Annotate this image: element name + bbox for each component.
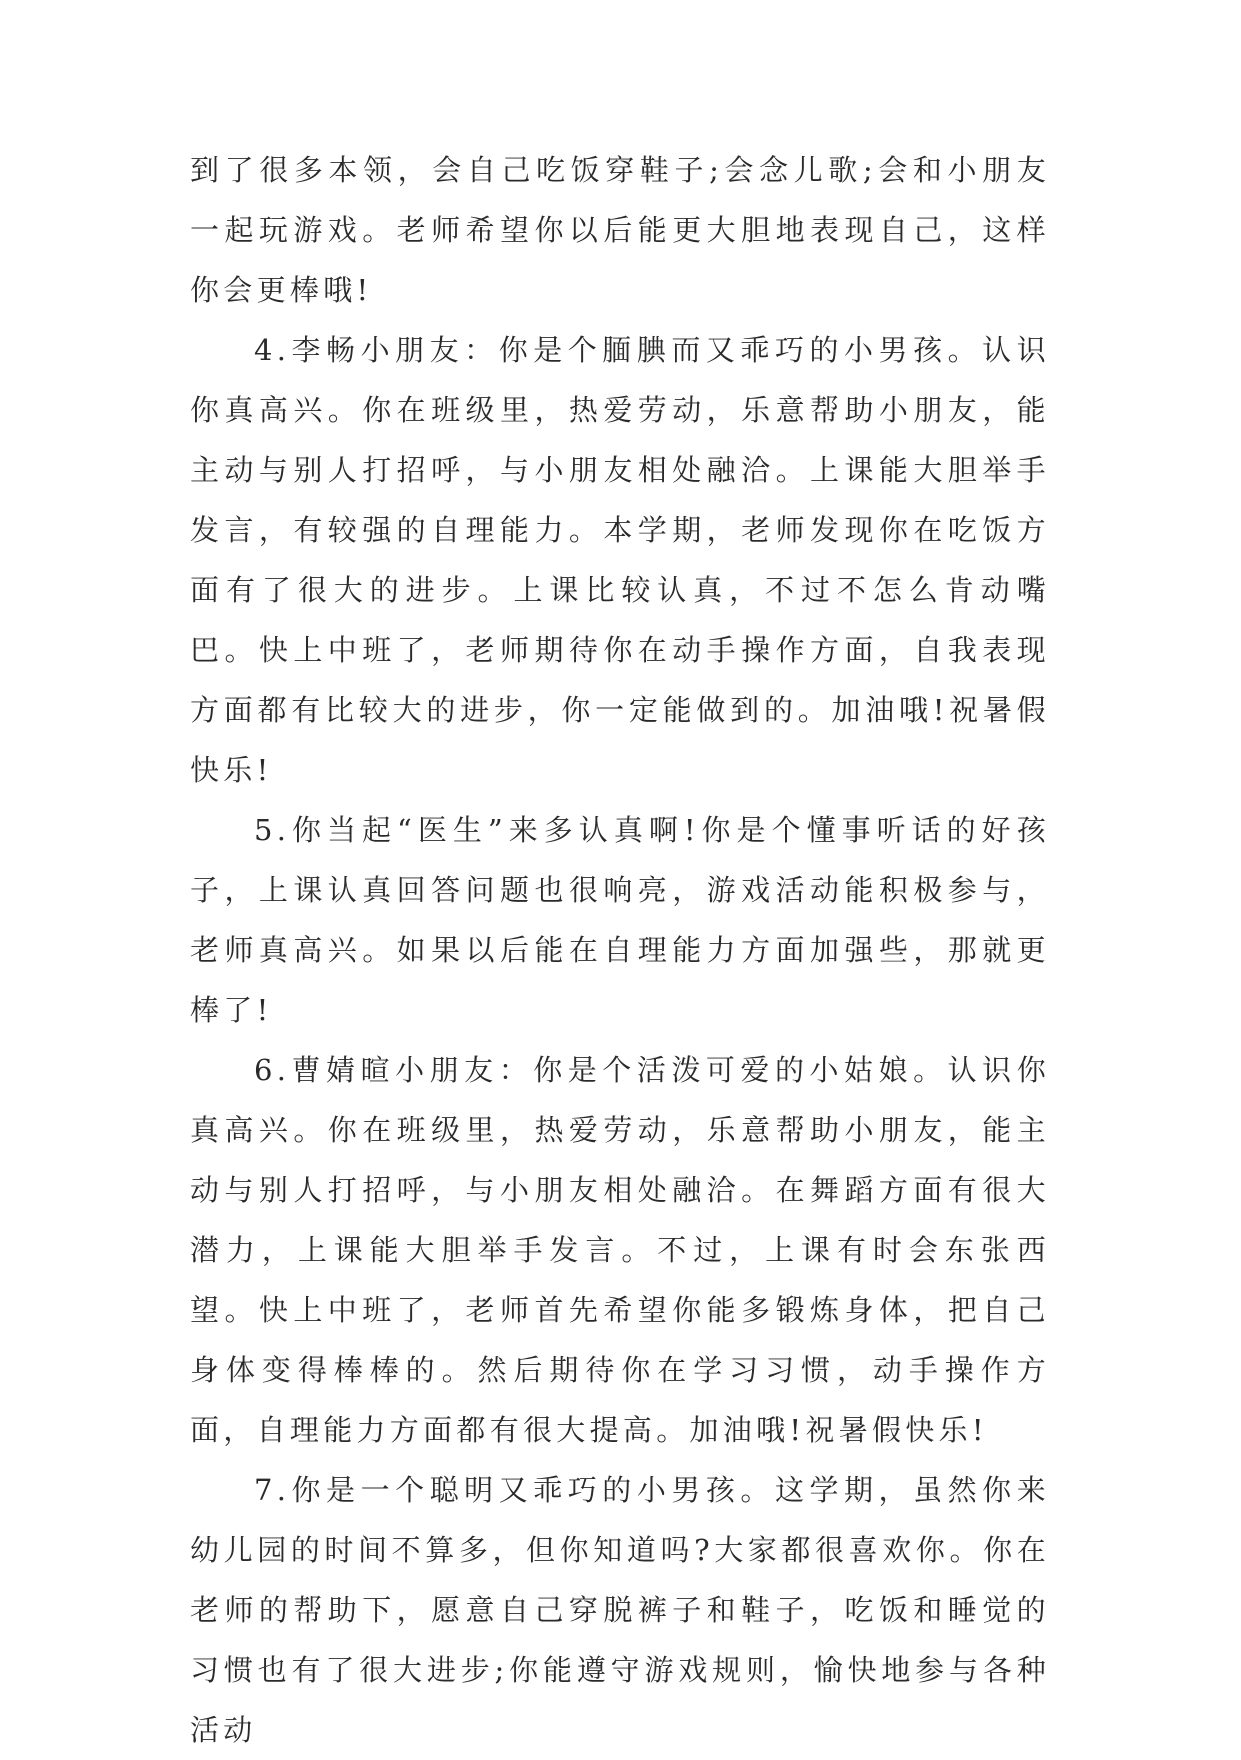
paragraph-3: 5.你当起“医生”来多认真啊!你是个懂事听话的好孩子，上课认真回答问题也很响亮，游戏活动能积极参与，老师真高兴。如果以后能在自理能力方面加强些，那就更棒了! bbox=[190, 813, 1050, 1027]
document-page bbox=[190, 140, 1050, 1760]
paragraph-1: 到了很多本领，会自己吃饭穿鞋子;会念儿歌;会和小朋友一起玩游戏。老师希望你以后能更大胆地表现自己，这样你会更棒哦! bbox=[190, 153, 1050, 307]
paragraph-2: 4.李畅小朋友：你是个腼腆而又乖巧的小男孩。认识你真高兴。你在班级里，热爱劳动，乐意帮助小朋友，能主动与别人打招呼，与小朋友相处融洽。上课能大胆举手发言，有较强的自理能力。本学期，老师发现你在吃饭方面有了很大的进步。上课比较认真，不过不怎么肯动嘴巴。快上中班了，老师期待你在动手操作方面，自我表现方面都有比较大的进步，你一定能做到的。加油哦!祝暑假快乐! bbox=[190, 333, 1050, 787]
paragraph-5: 7.你是一个聪明又乖巧的小男孩。这学期，虽然你来幼儿园的时间不算多，但你知道吗?大家都很喜欢你。你在老师的帮助下，愿意自己穿脱裤子和鞋子，吃饭和睡觉的习惯也有了很大进步;你能遵守游戏规则，愉快地参与各种活动 bbox=[190, 1473, 1050, 1747]
paragraph-4: 6.曹婧暄小朋友：你是个活泼可爱的小姑娘。认识你真高兴。你在班级里，热爱劳动，乐意帮助小朋友，能主动与别人打招呼，与小朋友相处融洽。在舞蹈方面有很大潜力，上课能大胆举手发言。不过，上课有时会东张西望。快上中班了，老师首先希望你能多锻炼身体，把自己身体变得棒棒的。然后期待你在学习习惯，动手操作方面，自理能力方面都有很大提高。加油哦!祝暑假快乐! bbox=[190, 1053, 1050, 1447]
